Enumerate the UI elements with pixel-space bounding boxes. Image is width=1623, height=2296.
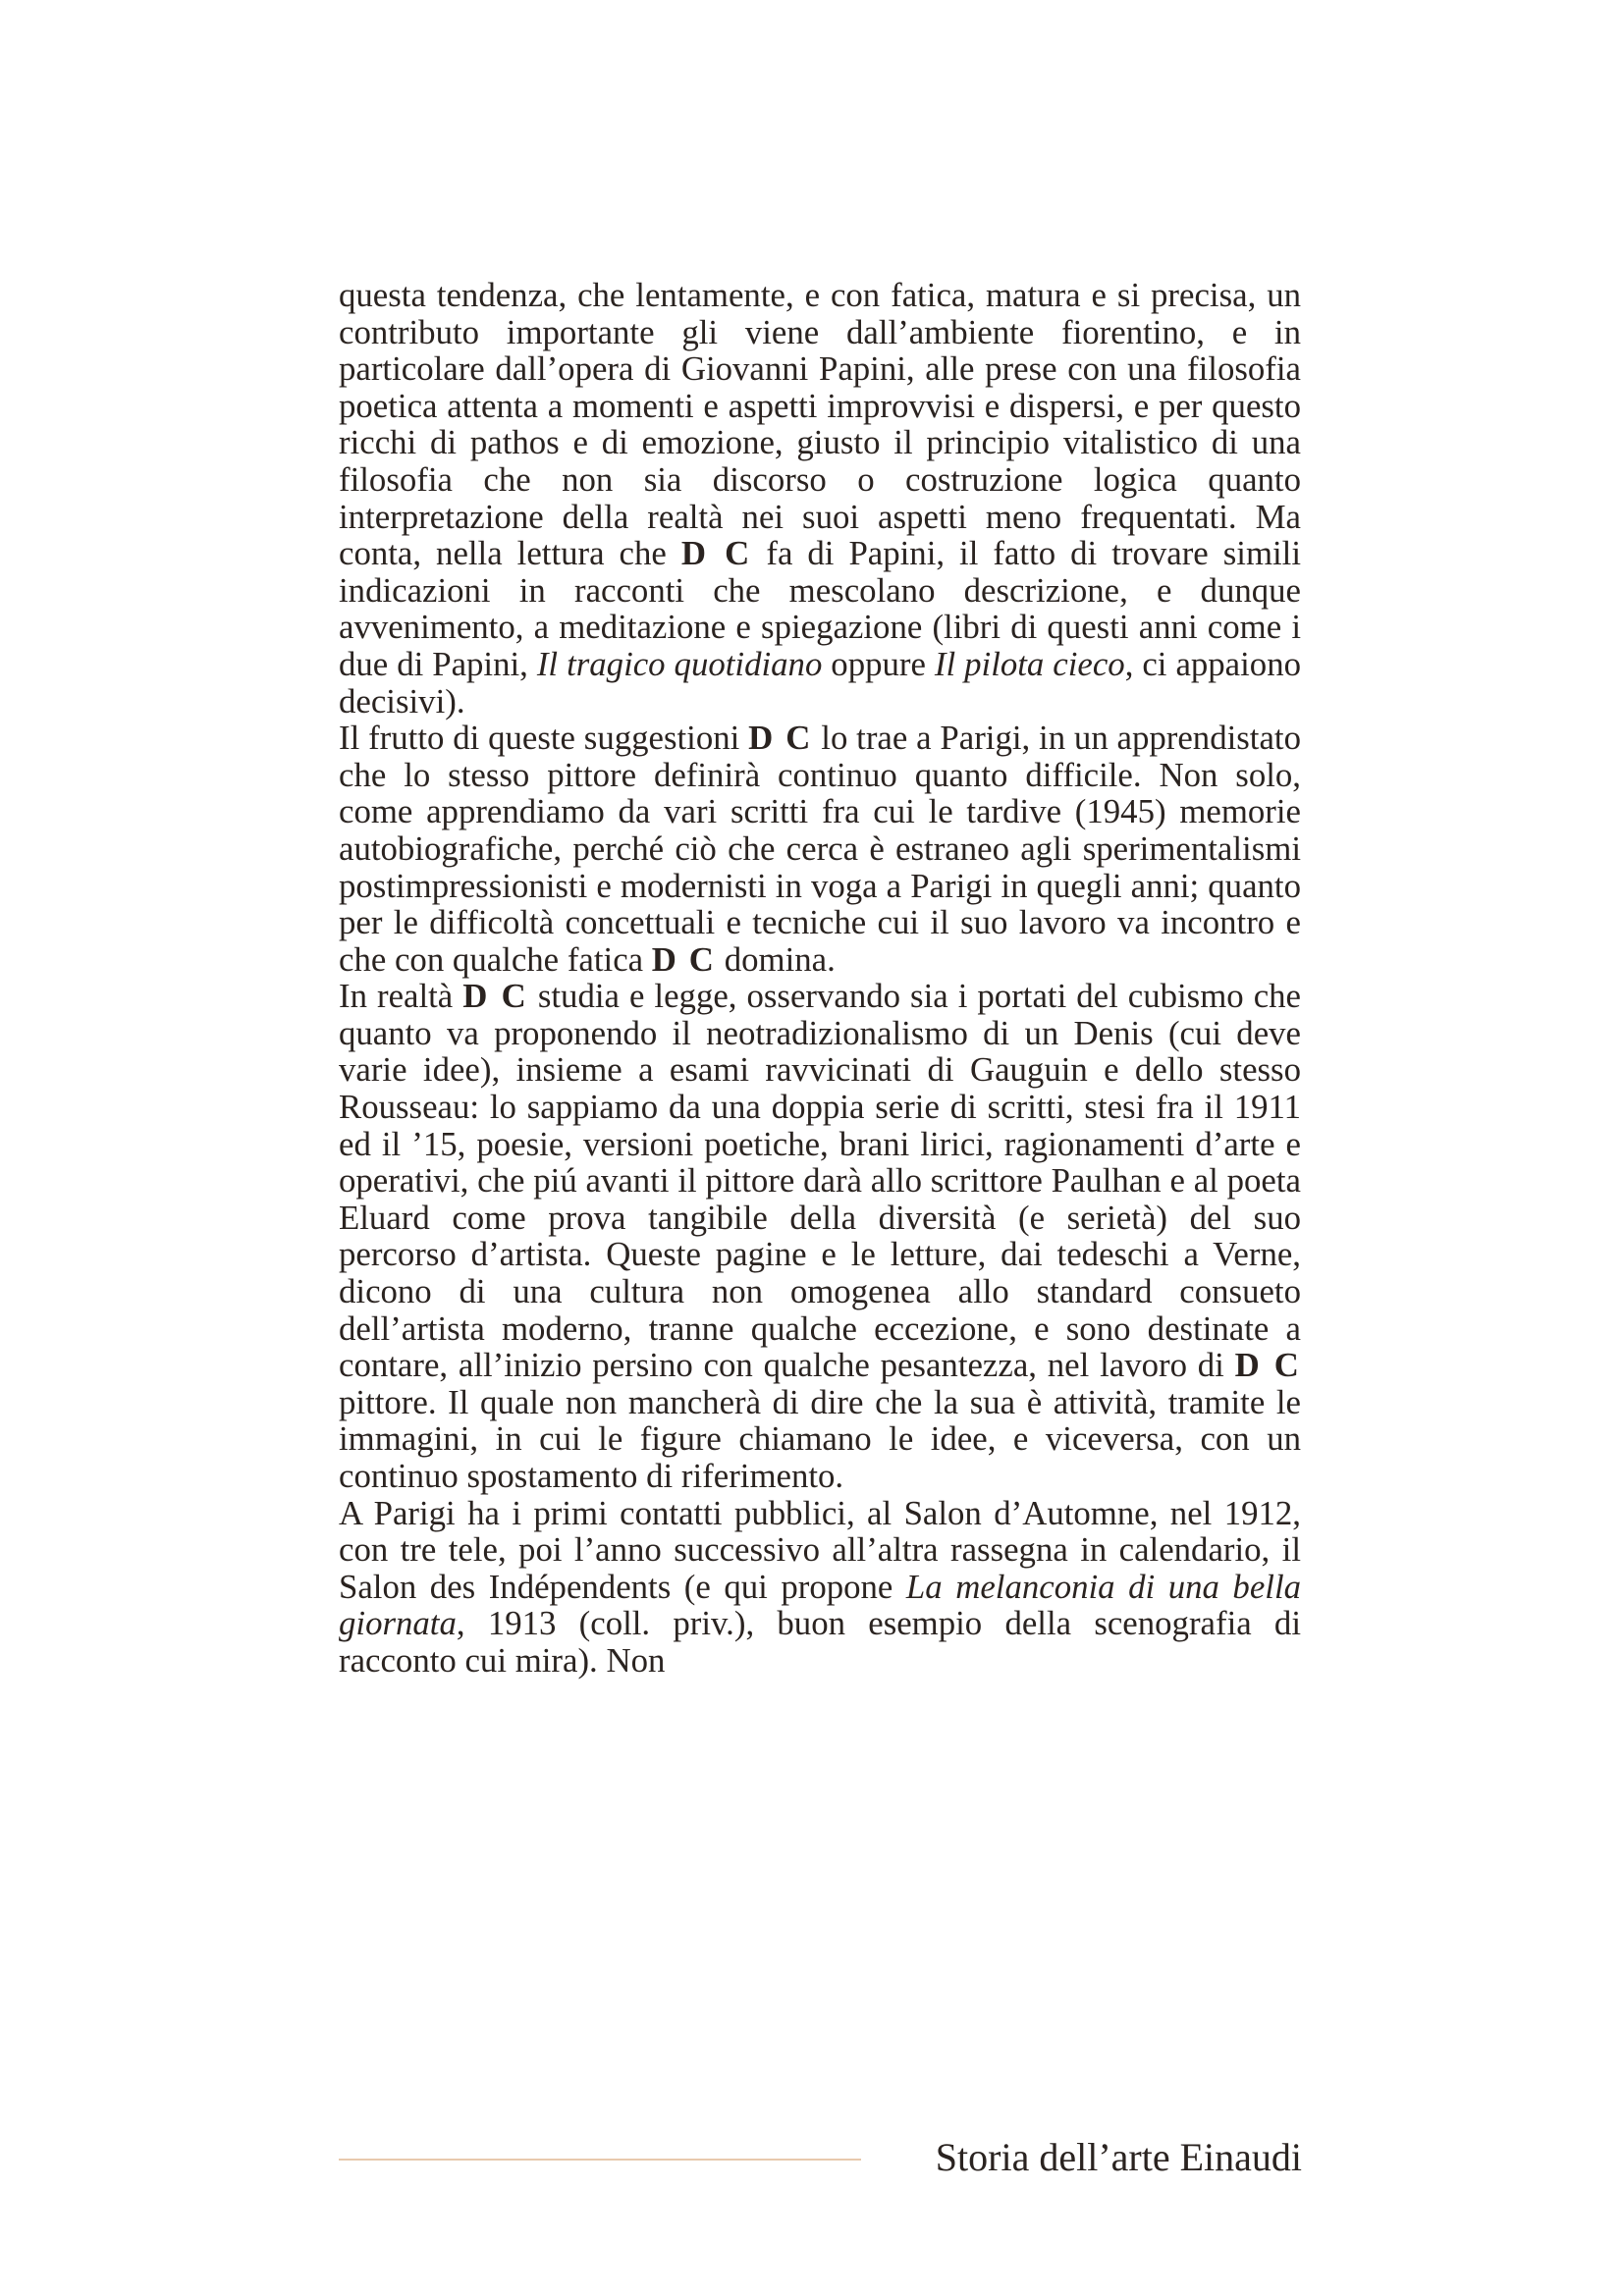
italic-title: Il pilota cieco <box>934 644 1125 683</box>
artist-initials: D C <box>651 939 717 979</box>
text-run: domina. <box>716 939 836 979</box>
italic-title: La melanconia di una bella giornata <box>339 1567 1302 1643</box>
text-run: A Parigi ha i primi contatti pubblici, al Salon d’Automne, nel 1912, con tre tele, poi l’anno successivo all’altra rassegna in calendario, il Salon des Indépendents (e qui propone <box>339 1493 1301 1606</box>
text-run: , ci appaiono decisivi). <box>339 644 1301 721</box>
paragraph <box>339 277 1301 720</box>
artist-initials: D C <box>748 719 813 758</box>
text-run: oppure <box>822 644 935 683</box>
italic-title: Il tragico quotidiano <box>536 644 823 683</box>
text-run: pittore. Il quale non mancherà di dire che la sua è attività, tramite le immagini, in cui le figure chiamano le idee, e viceversa, con un continuo spostamento di riferimento. <box>339 1382 1301 1495</box>
artist-initials: D C <box>1234 1346 1301 1385</box>
text-run: fa di Papini, il fatto di trovare simili indicazioni in racconti che mescolano descrizione, e dunque avvenimento, a meditazione e spiegazione (libri di questi anni come i due di Papini, <box>339 534 1302 683</box>
artist-initials: D C <box>462 977 528 1016</box>
text-run: , 1913 (coll. priv.), buon esempio della scenografia di racconto cui mira). Non <box>339 1604 1301 1680</box>
text-run: questa tendenza, che lentamente, e con fatica, matura e si precisa, un contributo importante gli viene dall’ambiente fiorentino, e in particolare dall’opera di Giovanni Papini, alle prese con una filosofia poetica attenta a momenti e aspetti improvvisi e dispersi, e per questo ricchi di pathos e di emozione, giusto il principio vitalistico di una filosofia che non sia discorso o costruzione logica quanto interpretazione della realtà nei suoi aspetti meno frequentati. Ma conta, nella lettura che <box>339 276 1301 573</box>
text-run: Il frutto di queste suggestioni <box>339 719 749 758</box>
footer-rule <box>339 2159 861 2161</box>
paragraph <box>339 720 1301 978</box>
text-run: lo trae a Parigi, in un apprendistato che lo stesso pittore definirà continuo quanto difficile. Non solo, come apprendiamo da vari scritti fra cui le tardive (1945) memorie autobiografiche, perché ciò che cerca è estraneo agli sperimentalismi postimpressionisti e modernisti in voga a Parigi in quegli anni; quanto per le difficoltà concettuali e tecniche cui il suo lavoro va incontro e che con qualche fatica <box>339 719 1301 979</box>
paragraph <box>339 978 1301 1494</box>
footer-title: Storia dell’arte Einaudi <box>935 2135 1302 2179</box>
paragraph <box>339 1495 1301 1680</box>
body-text <box>339 277 1301 1680</box>
text-run: studia e legge, osservando sia i portati del cubismo che quanto va proponendo il neotradizionalismo di un Denis (cui deve varie idee), insieme a esami ravvicinati di Gauguin e dello stesso Rousseau: lo sappiamo da una doppia serie di scritti, stesi fra il 1911 ed il ’15, poesie, versioni poetiche, brani lirici, ragionamenti d’arte e operativi, che piú avanti il pittore darà allo scrittore Paulhan e al poeta Eluard come prova tangibile della diversità (e serietà) del suo percorso d’artista. Queste pagine e le letture, dai tedeschi a Verne, dicono di una cultura non omogenea allo standard consueto dell’artista moderno, tranne qualche eccezione, e sono destinate a contare, all’inizio persino con qualche pesantezza, nel lavoro di <box>339 977 1301 1385</box>
artist-initials: D C <box>680 534 752 573</box>
text-run: In realtà <box>339 977 463 1016</box>
